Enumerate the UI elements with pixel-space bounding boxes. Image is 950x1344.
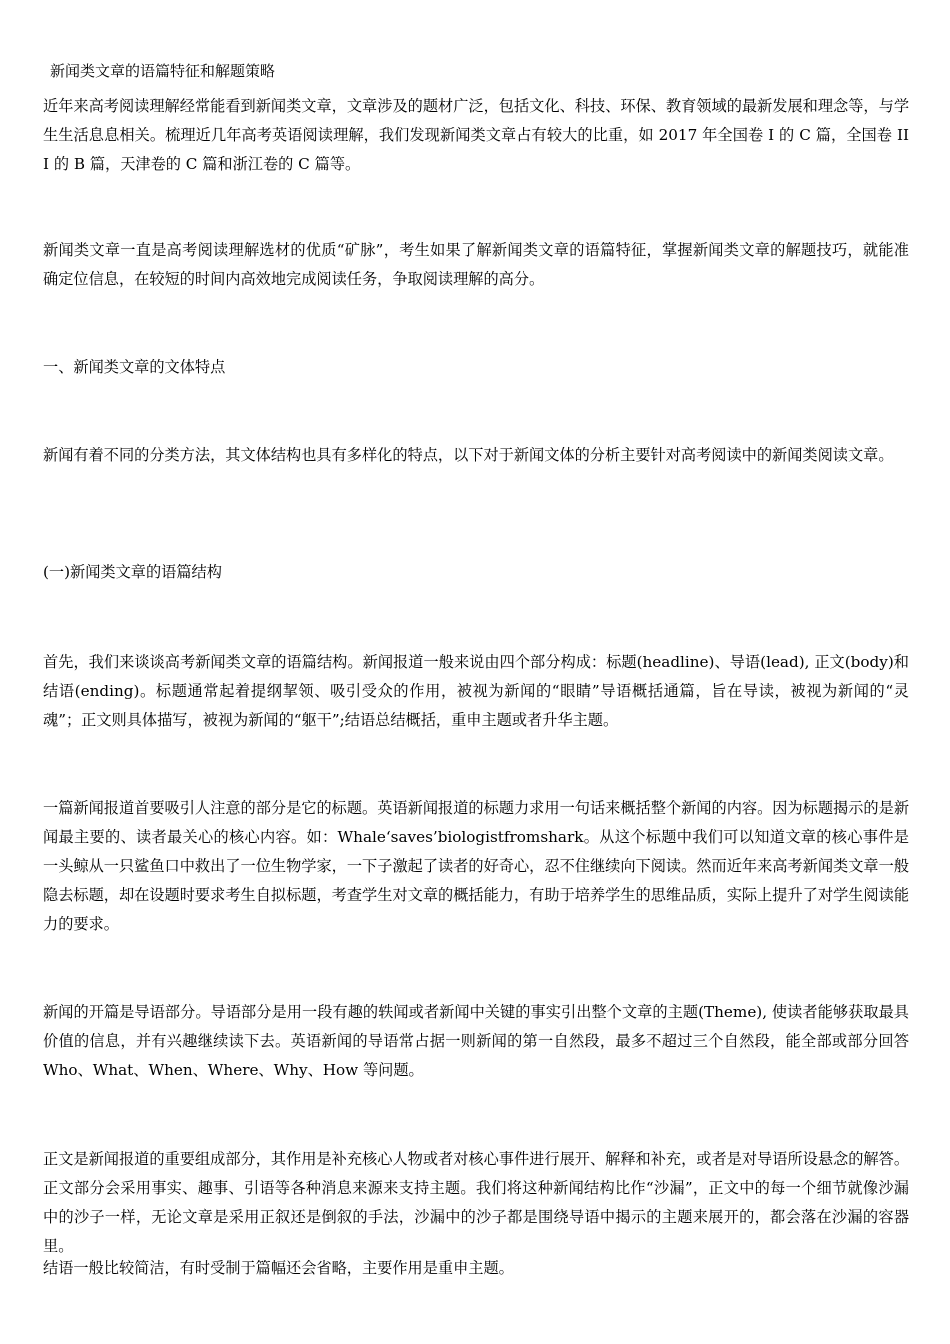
paragraph-overview: 新闻类文章一直是高考阅读理解选材的优质“矿脉”，考生如果了解新闻类文章的语篇特征，掌握新闻类文章的解题技巧，就能准确定位信息，在较短的时间内高效地完成阅读任务，争取阅读理解的高分。 — [43, 241, 909, 288]
paragraph-intro: 近年来高考阅读理解经常能看到新闻类文章，文章涉及的题材广泛，包括文化、科技、环保、教育领域的最新发展和理念等，与学生生活息息相关。梳理近几年高考英语阅读理解，我们发现新闻类文章占有较大的比重，如 2017 年全国卷 I 的 C 篇，全国卷 III 的 B 篇，天津卷的 C 篇和浙江卷的 C 篇等。 — [43, 97, 909, 173]
document-title: 新闻类文章的语篇特征和解题策略 — [50, 62, 276, 80]
paragraph-structure: 首先，我们来谈谈高考新闻类文章的语篇结构。新闻报道一般来说由四个部分构成：标题(headline)、导语(lead), 正文(body)和结语(ending)。标题通常起着提纲挈领、吸引受众的作用，被视为新闻的“眼睛”导语概括通篇，旨在导读，被视为新闻的“灵魂”；正文则具体描写，被视为新闻的“躯干”;结语总结概括，重申主题或者升华主题。 — [43, 653, 909, 729]
paragraph-body: 正文是新闻报道的重要组成部分，其作用是补充核心人物或者对核心事件进行展开、解释和补充，或者是对导语所设悬念的解答。正文部分会采用事实、趣事、引语等各种消息来源来支持主题。我们将这种新闻结构比作“沙漏”，正文中的每一个细节就像沙漏中的沙子一样，无论文章是采用正叙还是倒叙的手法，沙漏中的沙子都是围绕导语中揭示的主题来展开的，都会落在沙漏的容器里。 — [43, 1150, 909, 1255]
subsection-heading-discourse-structure: (一)新闻类文章的语篇结构 — [43, 563, 222, 581]
paragraph-classification: 新闻有着不同的分类方法，其文体结构也具有多样化的特点，以下对于新闻文体的分析主要针对高考阅读中的新闻类阅读文章。 — [43, 446, 894, 464]
section-heading-genre-features: 一、新闻类文章的文体特点 — [43, 358, 226, 376]
paragraph-ending: 结语一般比较简洁，有时受制于篇幅还会省略，主要作用是重申主题。 — [43, 1259, 514, 1277]
paragraph-headline: 一篇新闻报道首要吸引人注意的部分是它的标题。英语新闻报道的标题力求用一句话来概括整个新闻的内容。因为标题揭示的是新闻最主要的、读者最关心的核心内容。如：Whale‘saves’biologistfromshark。从这个标题中我们可以知道文章的核心事件是一头鲸从一只鲨鱼口中救出了一位生物学家，一下子激起了读者的好奇心，忍不住继续向下阅读。然而近年来高考新闻类文章一般隐去标题，却在设题时要求考生自拟标题，考查学生对文章的概括能力，有助于培养学生的思维品质，实际上提升了对学生阅读能力的要求。 — [43, 799, 909, 933]
paragraph-lead: 新闻的开篇是导语部分。导语部分是用一段有趣的轶闻或者新闻中关键的事实引出整个文章的主题(Theme), 使读者能够获取最具价值的信息，并有兴趣继续读下去。英语新闻的导语常占据一则新闻的第一自然段，最多不超过三个自然段，能全部或部分回答 Who、What、When、Where、Why、How 等问题。 — [43, 1003, 909, 1079]
